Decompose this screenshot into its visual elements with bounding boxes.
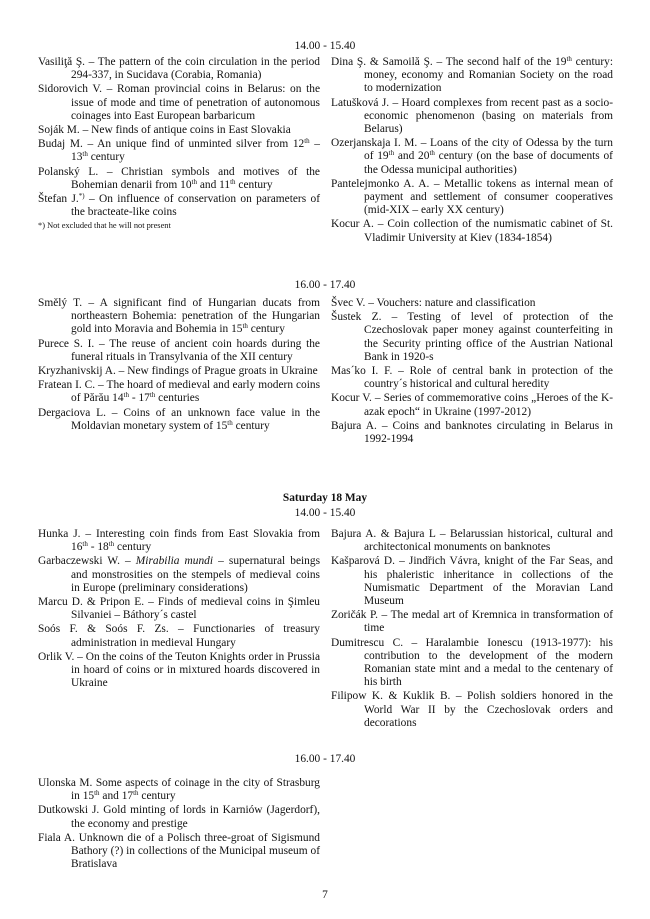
program-entry: Purece S. I. – The reuse of ancient coin hoards during the funeral rituals in Transylvania of the XII century <box>38 337 320 363</box>
session-1-time: 14.00 - 15.40 <box>294 40 356 52</box>
program-entry: Dutkowski J. Gold minting of lords in Karniów (Jagerdorf), the economy and prestige <box>38 804 320 830</box>
program-entry: Polanský L. – Christian symbols and motives of the Bohemian denarii from 10th and 11th century <box>38 165 320 191</box>
program-entry: Kryzhanivskij A. – New findings of Prague groats in Ukraine <box>38 365 318 378</box>
program-entry: Garbaczewski W. – Mirabilia mundi – supernatural beings and monstrosities on the stempels of medieval coins in Europe (preliminary considerations) <box>38 555 320 594</box>
program-entry: Kocur A. – Coin collection of the numismatic cabinet of St. Vladimir University at Kiev (1834-1854) <box>331 218 613 244</box>
session-1-right-list <box>331 56 613 245</box>
program-entry: Filipow K. & Kuklik B. – Polish soldiers honored in the World War II by the Czechoslovak orders and decorations <box>331 690 613 729</box>
session-4-left-column <box>38 777 320 872</box>
program-entry: Dumitrescu C. – Haralambie Ionescu (1913-1977): his contribution to the development of the modern Romanian state mint and a medal to the centenary of his birth <box>331 636 613 689</box>
program-entry: Budaj M. – An unique find of unminted silver from 12th – 13th century <box>38 137 321 164</box>
program-entry: Smělý T. – A significant find of Hungarian ducats from northeastern Bohemia: penetration of the Hungarian gold into Moravia and Bohemia in 15th century <box>38 297 320 336</box>
program-entry: Fratean I. C. – The hoard of medieval and early modern coins of Părău 14th - 17th centuries <box>38 379 320 405</box>
session-2-right-column <box>331 297 613 447</box>
program-entry: Orlik V. – On the coins of the Teuton Knights order in Prussia in hoard of coins or in mixtured hoards discovered in Ukraine <box>38 650 320 690</box>
session-2-left-list <box>38 297 320 433</box>
session-1-right-column <box>331 56 613 246</box>
session-4-left-list <box>38 777 320 871</box>
session-2-left-column <box>38 297 320 434</box>
program-entry: Soják M. – New finds of antique coins in East Slovakia <box>38 124 291 137</box>
session-3-right-list <box>331 528 613 730</box>
program-entry: Sidorovich V. – Roman provincial coins in Belarus: on the issue of mode and time of penetration of autonomous coinages into East European barbaricum <box>38 83 320 122</box>
footnote: *) Not excluded that he will not present <box>38 221 171 231</box>
page-number: 7 <box>322 889 328 901</box>
session-2-right-list <box>331 297 613 446</box>
session-3-time: 14.00 - 15.40 <box>294 507 356 519</box>
program-entry: Bajura A. & Bajura L – Belarussian historical, cultural and architectonical monuments on banknotes <box>331 528 613 554</box>
program-entry: Zoričák P. – The medal art of Kremnica in transformation of time <box>331 609 613 635</box>
program-entry: Švec V. – Vouchers: nature and classification <box>331 297 536 309</box>
session-1-left-list <box>38 56 320 219</box>
day-heading: Saturday 18 May <box>282 492 368 504</box>
program-entry: Hunka J. – Interesting coin finds from East Slovakia from 16th - 18th century <box>38 528 320 554</box>
program-entry: Vasiliţă Ş. – The pattern of the coin circulation in the period 294-337, in Sucidava (Corabia, Romania) <box>38 56 320 82</box>
program-entry: Pantelejmonko A. A. – Metallic tokens as internal mean of payment and settlement of consumer cooperatives (mid-XIX – early XX century) <box>331 177 613 217</box>
session-1-left-column <box>38 56 320 231</box>
session-4-time: 16.00 - 17.40 <box>294 753 356 765</box>
program-entry: Dergaciova L. – Coins of an unknown face value in the Moldavian monetary system of 15th century <box>38 406 320 432</box>
program-entry: Dina Ş. & Samoilă Ş. – The second half of the 19th century: money, economy and Romanian Society on the road to modernization <box>331 55 613 95</box>
session-3-left-list <box>38 528 320 690</box>
program-entry: Mas´ko I. F. – Role of central bank in protection of the country´s historical and cultural heredity <box>331 365 613 391</box>
program-entry: Marcu D. & Pripon E. – Finds of medieval coins in Şimleu Silvaniei – Báthory´s castel <box>38 596 320 622</box>
session-2-time: 16.00 - 17.40 <box>294 279 356 291</box>
program-entry: Soós F. & Soós F. Zs. – Functionaries of treasury administration in medieval Hungary <box>38 623 320 649</box>
session-3-left-column <box>38 528 320 691</box>
program-entry: Kašparová D. – Jindřich Vávra, knight of the Far Seas, and his phaleristic inheritance in collections of the Numismatic Department of the Moravian Land Museum <box>331 555 613 608</box>
program-entry: Latušková J. – Hoard complexes from recent past as a socio-economic phenomenon (basing on materials from Belarus) <box>331 96 613 136</box>
program-entry: Ulonska M. Some aspects of coinage in the city of Strasburg in 15th and 17th century <box>38 777 320 803</box>
program-entry: Kocur V. – Series of commemorative coins „Heroes of the K-azak epoch“ in Ukraine (1997-2012) <box>331 392 613 418</box>
session-3-right-column <box>331 528 613 731</box>
program-entry: Bajura A. – Coins and banknotes circulating in Belarus in 1992-1994 <box>331 419 613 446</box>
program-entry: Fiala A. Unknown die of a Polisch three-groat of Sigismund Bathory (?) in collections of the Municipal museum of Bratislava <box>38 831 320 871</box>
program-entry: Ozerjanskaja I. M. – Loans of the city of Odessa by the turn of 19th and 20th century (on the base of documents of the Odessa municipal authorities) <box>331 137 613 176</box>
program-entry: Šustek Z. – Testing of level of protection of the Czechoslovak paper money against counterfeiting in the Security printing office of the Austrian National Bank in 1920-s <box>331 311 613 363</box>
program-entry: Štefan J.*) – On influence of conservation on parameters of the bracteate-like coins <box>38 192 320 219</box>
